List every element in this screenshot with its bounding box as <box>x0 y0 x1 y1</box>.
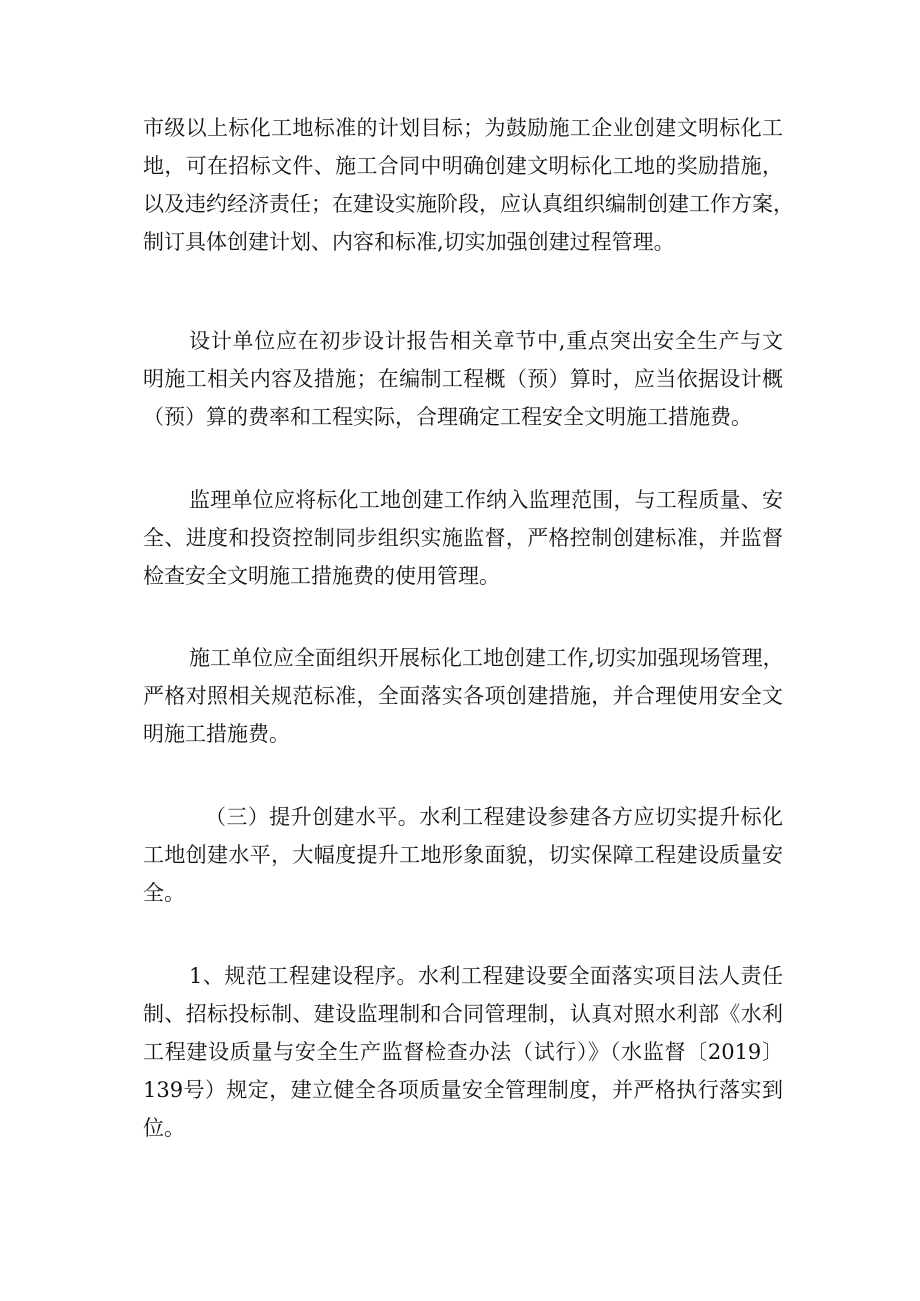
text-line: 市级以上标化工地标准的计划目标；为鼓励施工企业创建文明标化工 <box>143 116 783 140</box>
text-line: 以及违约经济责任；在建设实施阶段，应认真组织编制创建工作方案， <box>143 192 794 216</box>
text-line: 严格对照相关规范标准，全面落实各项创建措施，并合理使用安全文 <box>143 684 783 708</box>
text-line: 工地创建水平，大幅度提升工地形象面貌，切实保障工程建设质量安 <box>143 843 783 867</box>
paragraph-6 <box>143 957 783 1147</box>
text-line: 制订具体创建计划、内容和标准,切实加强创建过程管理。 <box>143 230 675 254</box>
paragraph-4 <box>143 639 783 753</box>
paragraph-5 <box>143 798 783 912</box>
text-line: 1、规范工程建设程序。水利工程建设要全面落实项目法人责任 <box>189 964 783 988</box>
text-line: 工程建设质量与安全生产监督检查办法（试行）》（水监督〔2019〕 <box>143 1040 783 1064</box>
text-line: 设计单位应在初步设计报告相关章节中,重点突出安全生产与文 <box>189 329 783 353</box>
text-line: 制、招标投标制、建设监理制和合同管理制，认真对照水利部《水利 <box>143 1002 783 1026</box>
text-line: （三）提升创建水平。水利工程建设参建各方应切实提升标化 <box>205 805 783 829</box>
text-line: 139号）规定，建立健全各项质量安全管理制度，并严格执行落实到 <box>143 1078 783 1102</box>
text-line: 监理单位应将标化工地创建工作纳入监理范围，与工程质量、安 <box>189 488 783 512</box>
text-line: 检查安全文明施工措施费的使用管理。 <box>143 564 500 588</box>
text-line: （预）算的费率和工程实际，合理确定工程安全文明施工措施费。 <box>143 405 752 429</box>
text-line: 全、进度和投资控制同步组织实施监督，严格控制创建标准，并监督 <box>143 526 783 550</box>
paragraph-1 <box>143 109 794 261</box>
text-line: 位。 <box>143 1116 185 1140</box>
text-line: 施工单位应全面组织开展标化工地创建工作,切实加强现场管理， <box>189 646 784 670</box>
text-line: 全。 <box>143 881 185 905</box>
text-line: 明施工相关内容及措施；在编制工程概（预）算时，应当依据设计概 <box>143 367 783 391</box>
paragraph-3 <box>143 481 783 595</box>
paragraph-2 <box>143 322 783 436</box>
text-line: 地，可在招标文件、施工合同中明确创建文明标化工地的奖励措施， <box>143 154 783 178</box>
text-line: 明施工措施费。 <box>143 722 290 746</box>
